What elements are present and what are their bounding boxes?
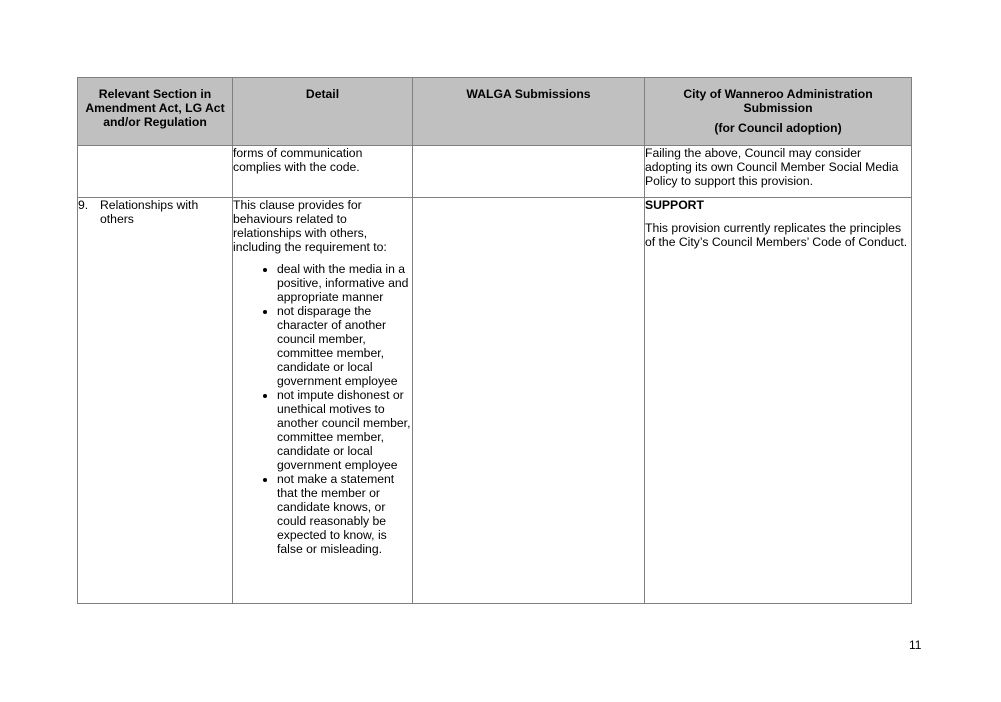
cell-admin: Failing the above, Council may consider adopting its own Council Member Social Media Policy to support this provision. [645, 146, 912, 198]
list-item: • not impute dishonest or unethical motives to another council member, committee member, candidate or local government employee [277, 388, 412, 472]
clause-number: 9. [78, 198, 89, 212]
cell-section [78, 146, 233, 198]
code-of-conduct-table [77, 77, 912, 604]
cell-section [78, 198, 233, 604]
table-row [78, 198, 912, 604]
admin-text: This provision currently replicates the principles of the City’s Council Members’ Code of Conduct. [645, 221, 908, 249]
header-admin-subtitle: (for Council adoption) [714, 121, 842, 135]
list-item: • deal with the media in a positive, informative and appropriate manner [277, 262, 412, 304]
detail-bullet-list [233, 262, 412, 556]
header-detail: Detail [233, 78, 413, 146]
detail-intro: This clause provides for behaviours related to relationships with others, including the requirement to: [233, 198, 387, 254]
list-item: • not make a statement that the member or candidate knows, or could reasonably be expected to know, is false or misleading. [277, 472, 412, 556]
table-row [78, 146, 912, 198]
header-relevant-section: Relevant Section in Amendment Act, LG Act and/or Regulation [78, 78, 233, 146]
header-admin-submission: City of Wanneroo Administration Submission (for Council adoption) [645, 78, 912, 146]
cell-detail: forms of communication complies with the code. [233, 146, 413, 198]
cell-walga [413, 198, 645, 604]
cell-detail [233, 198, 413, 604]
header-walga-submissions: WALGA Submissions [413, 78, 645, 146]
page-number: 11 [909, 638, 922, 652]
list-item: • not disparage the character of another council member, committee member, candidate or local government employee [277, 304, 412, 388]
cell-admin [645, 198, 912, 604]
support-label: SUPPORT [645, 198, 704, 212]
cell-walga [413, 146, 645, 198]
table-header-row [78, 78, 912, 146]
clause-title: Relationships with others [100, 198, 199, 226]
